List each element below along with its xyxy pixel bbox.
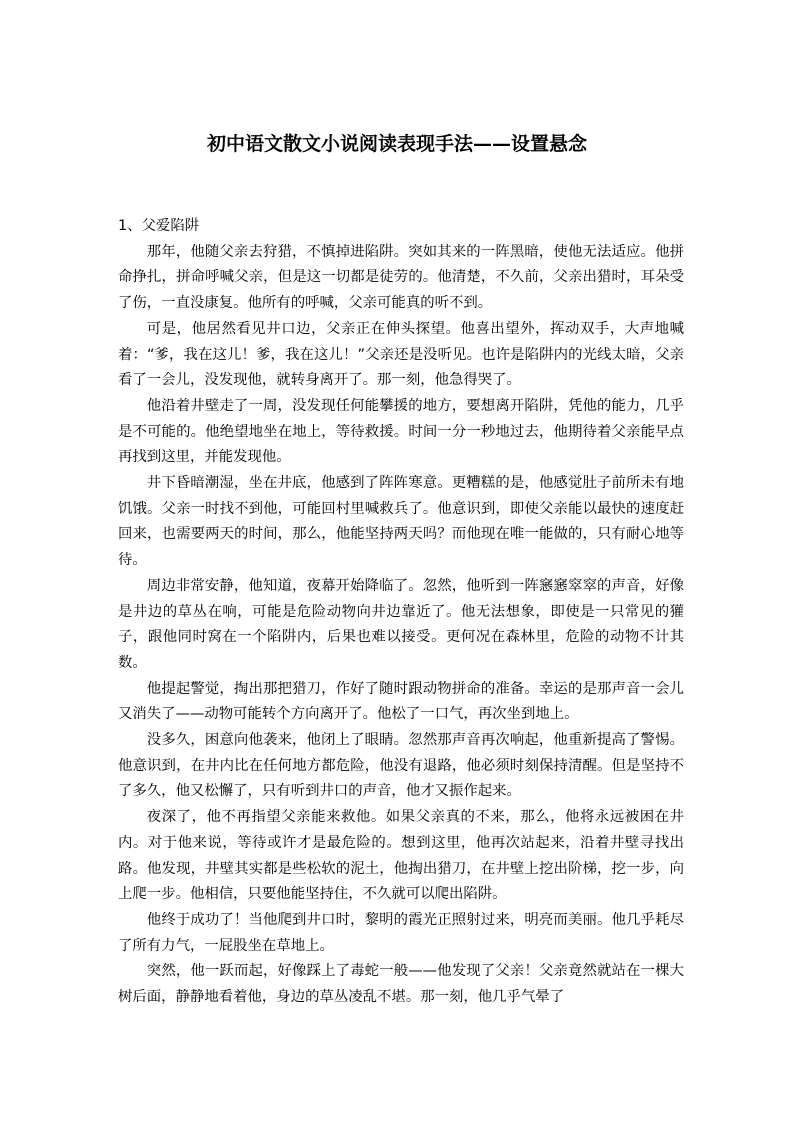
paragraph-5: 周边非常安静，他知道，夜幕开始降临了。忽然，他听到一阵窸窸窣窣的声音，好像是井边的草丛在响，可能是危险动物向井边靠近了。他无法想象，即使是一只常见的獾子，跟他同时窝在一个陷阱内，后果也难以接受。更何况在森林里，危险的动物不计其数。 — [118, 577, 684, 671]
paragraph-1: 那年，他随父亲去狩猎，不慎掉进陷阱。突如其来的一阵黑暗，使他无法适应。他拼命挣扎，拼命呼喊父亲，但是这一切都是徒劳的。他清楚，不久前，父亲出猎时，耳朵受了伤，一直没康复。他所有的呼喊，父亲可能真的听不到。 — [118, 243, 684, 312]
paragraph-8: 夜深了，他不再指望父亲能来救他。如果父亲真的不来，那么，他将永远被困在井内。对于他来说，等待或许才是最危险的。想到这里，他再次站起来，沿着井壁寻找出路。他发现，井壁其实都是些松软的泥土，他掏出猎刀，在井壁上挖出阶梯，挖一步，向上爬一步。他相信，只要他能坚持住，不久就可以爬出陷阱。 — [118, 809, 684, 903]
section-heading: 1、父爱陷阱 — [118, 218, 200, 234]
paragraph-7: 没多久，困意向他袭来，他闭上了眼睛。忽然那声音再次响起，他重新提高了警惕。他意识到，在井内比在任何地方都危险，他没有退路，他必须时刻保持清醒。但是坚持不了多久，他又松懈了，只有听到井口的声音，他才又振作起来。 — [118, 732, 684, 800]
paragraph-9: 他终于成功了！当他爬到井口时，黎明的霞光正照射过来，明亮而美丽。他几乎耗尽了所有力气，一屁股坐在草地上。 — [118, 911, 684, 954]
paragraph-4: 井下昏暗潮湿，坐在井底，他感到了阵阵寒意。更糟糕的是，他感觉肚子前所未有地饥饿。父亲一时找不到他，可能回村里喊救兵了。他意识到，即使父亲能以最快的速度赶回来，也需要两天的时间，那么，他能坚持两天吗？而他现在唯一能做的，只有耐心地等待。 — [118, 475, 684, 569]
paragraph-3: 他沿着井壁走了一周，没发现任何能攀援的地方，要想离开陷阱，凭他的能力，几乎是不可能的。他绝望地坐在地上，等待救援。时间一分一秒地过去，他期待着父亲能早点再找到这里，并能发现他。 — [118, 397, 684, 466]
paragraph-2: 可是，他居然看见井口边，父亲正在伸头探望。他喜出望外，挥动双手，大声地喊着：“爹，我在这儿！爹，我在这儿！”父亲还是没听见。也许是陷阱内的光线太暗，父亲看了一会儿，没发现他，就转身离开了。那一刻，他急得哭了。 — [118, 320, 684, 389]
paragraph-10: 突然，他一跃而起，好像踩上了毒蛇一般——他发现了父亲！父亲竟然就站在一棵大树后面，静静地看着他，身边的草丛凌乱不堪。那一刻，他几乎气晕了 — [118, 963, 684, 1006]
paragraph-6: 他提起警觉，掏出那把猎刀，作好了随时跟动物拼命的准备。幸运的是那声音一会儿又消失了——动物可能转个方向离开了。他松了一口气，再次坐到地上。 — [118, 680, 684, 723]
document-body — [118, 214, 684, 1011]
document-title: 初中语文散文小说阅读表现手法——设置悬念 — [206, 133, 587, 155]
